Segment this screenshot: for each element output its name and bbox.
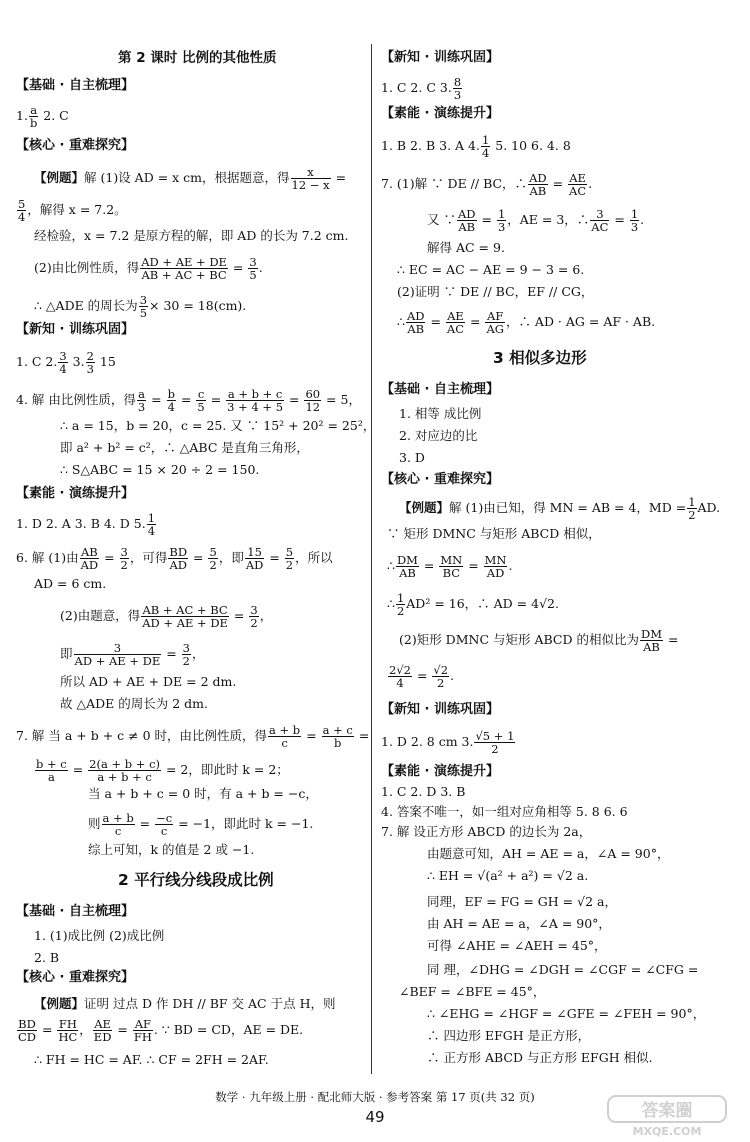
s3-q7-line-6: 可得 ∠AHE = ∠AEH = 45°，: [427, 938, 607, 953]
r-xinzhi-answers: 1. C 2. C 3. $\frac{8}{3}$: [381, 75, 462, 102]
example-line-2: $\frac{5}{4}$ ，解得 x = 7.2。: [18, 197, 127, 224]
s3-example-line-3: ∴ $\frac{DM}{AB}$ = $\frac{MN}{BC}$ = $\frac{MN}{AD}$ .: [387, 553, 513, 580]
s3-heading-xinzhi: 【新知 · 训练巩固】: [381, 702, 499, 717]
question-6-line-2: AD = 6 cm.: [34, 576, 107, 591]
example-line-1: 【例题】解 (1)设 AD = x cm，根据题意，得 $\frac{x}{12 - x}$ =: [34, 165, 347, 192]
s3-jichu-1: 1. 相等 成比例: [399, 406, 482, 421]
s3-q7-line-2: 由题意可知，AH = AE = a，∠A = 90°，: [427, 846, 670, 861]
section-heading-xinzhi: 【新知 · 训练巩固】: [16, 322, 134, 337]
section-title-2: 2 平行线分线段成比例: [118, 871, 274, 889]
section-heading-hexin: 【核心 · 重难探究】: [16, 138, 134, 153]
s3-q7-line-11: ∴ 正方形 ABCD 与正方形 EFGH 相似.: [427, 1050, 653, 1065]
s3-q7-line-1: 7. 解 设正方形 ABCD 的边长为 2a，: [381, 824, 592, 839]
s2-jichu-2: 2. B: [34, 950, 60, 965]
s3-jichu-3: 3. D: [399, 450, 425, 465]
question-7-line-5: 综上可知，k 的值是 2 或 −1.: [88, 842, 255, 857]
section-title-3: 3 相似多边形: [493, 349, 587, 367]
section-heading-suneng: 【素能 · 演练提升】: [16, 486, 134, 501]
question-7-line-4: 则 $\frac{a + b}{c}$ = $\frac{-c}{c}$ = −1，即此时 k = −1.: [88, 811, 314, 838]
watermark-logo: [602, 1092, 732, 1138]
r-question-7-line-1: 7. (1)解 ∵ DE // BC，∴ $\frac{AD}{AB}$ = $\frac{AE}{AC}$ .: [381, 171, 593, 198]
watermark-icon: [608, 1096, 726, 1138]
question-7-line-3: 当 a + b + c = 0 时，有 a + b = −c，: [88, 786, 318, 801]
r-question-7-line-3: 解得 AC = 9.: [427, 240, 505, 255]
question-7-line-1: 7. 解 当 a + b + c ≠ 0 时，由比例性质，得 $\frac{a + b}{c}$ = $\frac{a + c}{b}$ =: [16, 723, 370, 750]
s3-q7-line-4: 同理，EF = FG = GH = √2 a，: [427, 894, 617, 909]
jichu-answers: 1. $\frac{a}{b}$ 2. C: [16, 103, 69, 130]
s3-example-line-1: 【例题】解 (1)由已知，得 MN = AB = 4，MD = $\frac{1}{2}$ AD.: [399, 495, 721, 522]
s3-example-line-4: ∴ $\frac{1}{2}$ AD² = 16，∴ AD = 4√2.: [387, 591, 559, 618]
r-question-7-line-6: ∴ $\frac{AD}{AB}$ = $\frac{AE}{AC}$ = $\frac{AF}{AG}$ ，∴ AD · AG = AF · AB.: [397, 309, 656, 336]
s3-jichu-2: 2. 对应边的比: [399, 428, 478, 443]
question-6-line-3: (2)由题意，得 $\frac{AB + AC + BC}{AD + AE + DE}$ = $\frac{3}{2}$ ，: [60, 603, 273, 630]
r-heading-suneng: 【素能 · 演练提升】: [381, 106, 499, 121]
xinzhi-answers: 1. C 2. $\frac{3}{4}$ 3. $\frac{2}{3}$ 15: [16, 349, 116, 376]
question-4-line-4: ∴ S△ABC = 15 × 20 ÷ 2 = 150.: [60, 462, 260, 477]
s3-q7-line-7: 同 理，∠DHG = ∠DGH = ∠CGF = ∠CFG =: [427, 962, 699, 977]
s3-heading-jichu: 【基础 · 自主梳理】: [381, 382, 499, 397]
example-line-5: ∴ △ADE 的周长为 $\frac{3}{5}$ × 30 = 18(cm).: [34, 293, 247, 320]
column-divider: [371, 44, 372, 1074]
s3-q7-line-10: ∴ 四边形 EFGH 是正方形，: [427, 1028, 591, 1043]
question-4-line-1: 4. 解 由比例性质，得 $\frac{a}{3}$ = $\frac{b}{4}$ = $\frac{c}{5}$ = $\frac{a + b + c}{3 + 4 + 5}$ = $\frac{60}{12}$ = 5，: [16, 387, 361, 414]
r-question-7-line-2: 又 ∵ $\frac{AD}{AB}$ = $\frac{1}{3}$ ，AE = 3，∴ $\frac{3}{AC}$ = $\frac{1}{3}$ .: [427, 207, 645, 234]
suneng-answers: 1. D 2. A 3. B 4. D 5. $\frac{1}{4}$: [16, 511, 156, 538]
s3-q7-line-8: ∠BEF = ∠BFE = 45°，: [399, 984, 546, 999]
s3-suneng-2: 4. 答案不唯一，如一组对应角相等 5. 8 6. 6: [381, 804, 628, 819]
question-6-line-6: 故 △ADE 的周长为 2 dm.: [60, 696, 208, 711]
page-footer: 数学 · 九年级上册 · 配北师大版 · 参考答案 第 17 页(共 32 页): [215, 1090, 535, 1104]
s3-heading-suneng: 【素能 · 演练提升】: [381, 764, 499, 779]
r-question-7-line-5: (2)证明 ∵ DE // BC，EF // CG，: [397, 284, 594, 299]
r-heading-xinzhi: 【新知 · 训练巩固】: [381, 50, 499, 65]
question-7-line-2: $\frac{b + c}{a}$ = $\frac{2(a + b + c)}{a + b + c}$ = 2，即此时 k = 2；: [36, 757, 289, 784]
s3-q7-line-3: ∴ EH = √(a² + a²) = √2 a.: [427, 868, 589, 883]
s3-heading-hexin: 【核心 · 重难探究】: [381, 472, 499, 487]
question-4-line-3: 即 a² + b² = c²，∴ △ABC 是直角三角形，: [60, 440, 309, 455]
question-6-line-4: 即 $\frac{3}{AD + AE + DE}$ = $\frac{3}{2}$ ，: [60, 641, 205, 668]
example-line-3: 经检验，x = 7.2 是原方程的解，即 AD 的长为 7.2 cm.: [34, 228, 349, 243]
s2-heading-jichu: 【基础 · 自主梳理】: [16, 904, 134, 919]
question-6-line-1: 6. 解 (1)由 $\frac{AB}{AD}$ = $\frac{3}{2}$ ，可得 $\frac{BD}{AD}$ = $\frac{5}{2}$ ，即 $\frac{15}{AD}$ = $\frac{5}{2}$ ，所以: [16, 545, 333, 572]
s2-heading-hexin: 【核心 · 重难探究】: [16, 970, 134, 985]
s3-example-line-5: (2)矩形 DMNC 与矩形 ABCD 的相似比为 $\frac{DM}{AB}$ =: [399, 627, 679, 654]
s3-xinzhi-answers: 1. D 2. 8 cm 3. $\frac{√5 + 1}{2}$: [381, 729, 515, 756]
svg-text:MXQE.COM: MXQE.COM: [632, 1125, 702, 1138]
s3-q7-line-9: ∴ ∠EHG = ∠HGF = ∠GFE = ∠FEH = 90°，: [427, 1006, 706, 1021]
lesson-title: 第 2 课时 比例的其他性质: [118, 50, 277, 66]
s3-q7-line-5: 由 AH = AE = a，∠A = 90°，: [427, 916, 611, 931]
s2-example-line-1: 【例题】证明 过点 D 作 DH // BF 交 AC 于点 H，则: [34, 996, 336, 1011]
s2-jichu-1: 1. (1)成比例 (2)成比例: [34, 928, 165, 943]
page-number: 49: [365, 1108, 385, 1126]
s3-example-line-6: $\frac{2√2}{4}$ = $\frac{√2}{2}$ .: [389, 663, 455, 690]
s2-example-line-3: ∴ FH = HC = AF. ∴ CF = 2FH = 2AF.: [34, 1052, 269, 1067]
question-4-line-2: ∴ a = 15，b = 20，c = 25. 又 ∵ 15² + 20² = 25²，: [60, 418, 376, 433]
s2-example-line-2: $\frac{BD}{CD}$ = $\frac{FH}{HC}$ ， $\frac{AE}{ED}$ = $\frac{AF}{FH}$ . ∵ BD = CD，AE = DE.: [18, 1017, 304, 1044]
svg-text:答案圈: 答案圈: [641, 1101, 693, 1121]
question-6-line-5: 所以 AD + AE + DE = 2 dm.: [60, 674, 237, 689]
s3-example-line-2: ∵ 矩形 DMNC 与矩形 ABCD 相似，: [387, 526, 601, 541]
r-suneng-answers: 1. B 2. B 3. A 4. $\frac{1}{4}$ 5. 10 6. 4. 8: [381, 133, 571, 160]
r-question-7-line-4: ∴ EC = AC − AE = 9 − 3 = 6.: [397, 262, 585, 277]
section-heading-jichu: 【基础 · 自主梳理】: [16, 78, 134, 93]
example-line-4: (2)由比例性质，得 $\frac{AD + AE + DE}{AB + AC + BC}$ = $\frac{3}{5}$ .: [34, 255, 263, 282]
s3-suneng-1: 1. C 2. D 3. B: [381, 784, 466, 799]
